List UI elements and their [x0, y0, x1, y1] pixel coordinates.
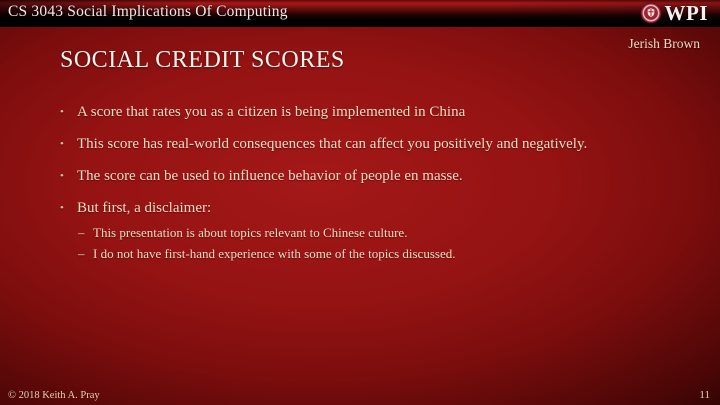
sub-bullet-item: [78, 244, 660, 263]
page-number: 11: [699, 389, 710, 401]
bullet-item: [60, 199, 660, 218]
bullet-icon: •: [60, 170, 64, 182]
wpi-logo: [640, 2, 709, 24]
wpi-wordmark: WPI: [664, 1, 708, 25]
sub-bullet-text: This presentation is about topics relevant to Chinese culture.: [93, 225, 408, 240]
bullet-text: This score has real-world consequences that can affect you positively and negatively.: [77, 136, 588, 152]
course-title: CS 3043 Social Implications Of Computing: [8, 3, 288, 20]
copyright-text: © 2018 Keith A. Pray: [8, 390, 100, 401]
sub-bullet-text: I do not have first-hand experience with some of the topics discussed.: [93, 246, 456, 261]
dash-icon: –: [78, 246, 85, 261]
bullet-icon: •: [60, 106, 64, 118]
bullet-text: The score can be used to influence behavior of people en masse.: [77, 168, 463, 184]
bullet-icon: •: [60, 202, 64, 214]
author-name: Jerish Brown: [628, 36, 700, 51]
wpi-seal-icon: [640, 2, 662, 24]
sub-bullet-item: [78, 223, 660, 242]
bullet-text: But first, a disclaimer:: [77, 200, 212, 216]
header-bar: [0, 0, 720, 27]
slide-title: SOCIAL CREDIT SCORES: [60, 47, 345, 73]
bullet-item: [60, 103, 660, 122]
bullet-list: [60, 103, 660, 265]
dash-icon: –: [78, 225, 85, 240]
bullet-item: [60, 135, 660, 154]
bullet-text: A score that rates you as a citizen is being implemented in China: [77, 104, 466, 120]
bullet-item: [60, 167, 660, 186]
bullet-icon: •: [60, 138, 64, 150]
